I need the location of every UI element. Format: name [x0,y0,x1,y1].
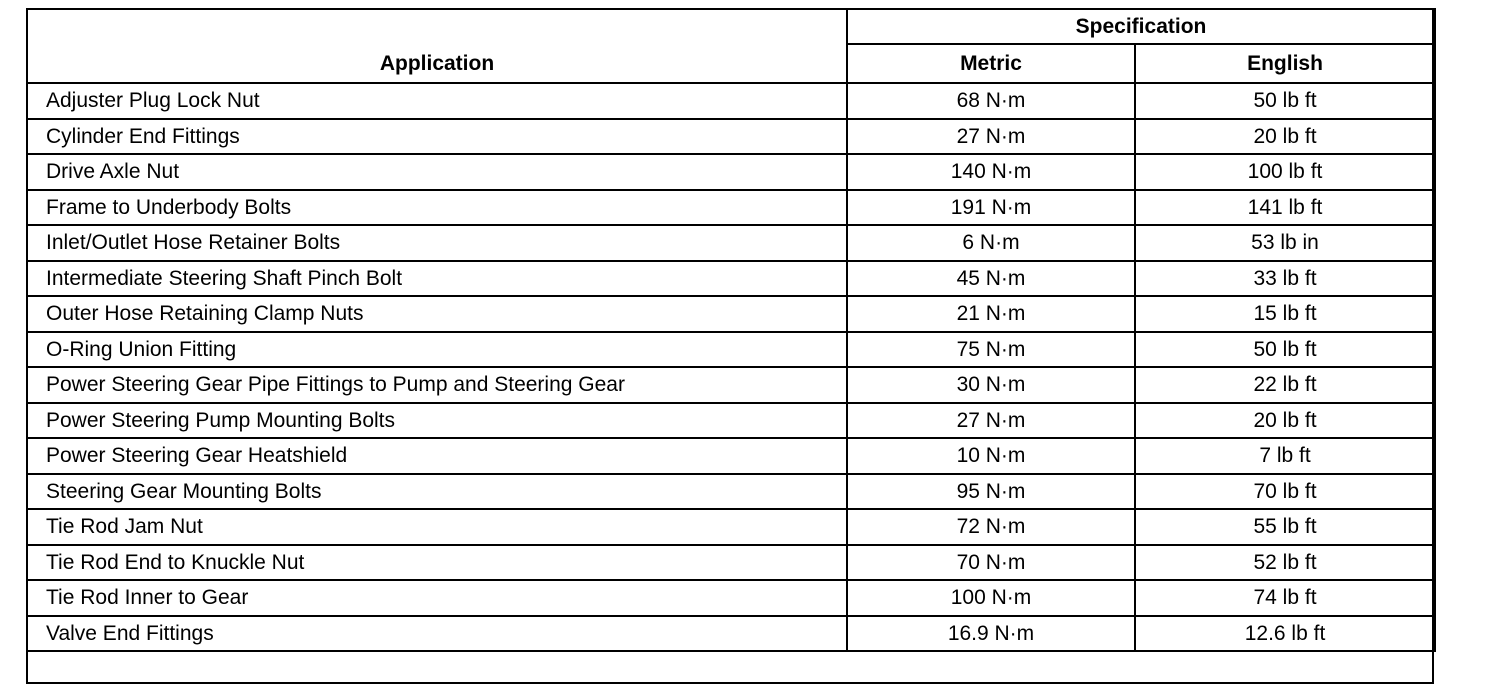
english-cell: 50 lb ft [1135,332,1435,368]
metric-cell: 45 N·m [847,261,1135,297]
table-row [27,83,1435,119]
english-cell: 53 lb in [1135,225,1435,261]
english-cell: 141 lb ft [1135,190,1435,226]
application-cell: Valve End Fittings [27,616,847,652]
application-cell: Steering Gear Mounting Bolts [27,474,847,510]
table-row [27,438,1435,474]
table-row [27,190,1435,226]
english-cell: 20 lb ft [1135,403,1435,439]
metric-cell: 6 N·m [847,225,1135,261]
english-cell: 7 lb ft [1135,438,1435,474]
table-row [27,474,1435,510]
application-cell: Inlet/Outlet Hose Retainer Bolts [27,225,847,261]
metric-cell: 68 N·m [847,83,1135,119]
english-cell: 50 lb ft [1135,83,1435,119]
application-cell: Drive Axle Nut [27,154,847,190]
english-cell: 70 lb ft [1135,474,1435,510]
metric-cell: 72 N·m [847,509,1135,545]
metric-cell: 16.9 N·m [847,616,1135,652]
table-row [27,296,1435,332]
application-cell: Intermediate Steering Shaft Pinch Bolt [27,261,847,297]
application-cell: Cylinder End Fittings [27,119,847,155]
application-cell: Adjuster Plug Lock Nut [27,83,847,119]
metric-cell: 21 N·m [847,296,1135,332]
english-cell: 33 lb ft [1135,261,1435,297]
english-cell: 20 lb ft [1135,119,1435,155]
application-cell: Tie Rod End to Knuckle Nut [27,545,847,581]
application-cell: Tie Rod Inner to Gear [27,580,847,616]
metric-cell: 70 N·m [847,545,1135,581]
table-row [27,509,1435,545]
table-row [27,154,1435,190]
metric-cell: 27 N·m [847,403,1135,439]
fastener-torque-table [26,8,1436,652]
english-header: English [1135,44,1435,83]
table-row [27,119,1435,155]
application-cell: Outer Hose Retaining Clamp Nuts [27,296,847,332]
english-cell: 100 lb ft [1135,154,1435,190]
metric-cell: 10 N·m [847,438,1135,474]
metric-cell: 30 N·m [847,367,1135,403]
table-header [27,9,1435,83]
table-row [27,225,1435,261]
english-cell: 55 lb ft [1135,509,1435,545]
english-cell: 15 lb ft [1135,296,1435,332]
table-row [27,403,1435,439]
application-header: Application [27,9,847,83]
english-cell: 74 lb ft [1135,580,1435,616]
table-body [27,83,1435,651]
metric-cell: 95 N·m [847,474,1135,510]
metric-header: Metric [847,44,1135,83]
metric-cell: 140 N·m [847,154,1135,190]
application-cell: Frame to Underbody Bolts [27,190,847,226]
metric-cell: 75 N·m [847,332,1135,368]
metric-cell: 27 N·m [847,119,1135,155]
metric-cell: 100 N·m [847,580,1135,616]
table-row [27,261,1435,297]
english-cell: 52 lb ft [1135,545,1435,581]
table-row [27,616,1435,652]
application-cell: Power Steering Pump Mounting Bolts [27,403,847,439]
application-cell: Tie Rod Jam Nut [27,509,847,545]
application-cell: Power Steering Gear Heatshield [27,438,847,474]
english-cell: 22 lb ft [1135,367,1435,403]
header-row-top [27,9,1435,44]
english-cell: 12.6 lb ft [1135,616,1435,652]
application-cell: O-Ring Union Fitting [27,332,847,368]
table-row [27,367,1435,403]
application-cell: Power Steering Gear Pipe Fittings to Pump and Steering Gear [27,367,847,403]
table-row [27,580,1435,616]
table-row [27,545,1435,581]
specification-header: Specification [847,9,1435,44]
table-row [27,332,1435,368]
metric-cell: 191 N·m [847,190,1135,226]
